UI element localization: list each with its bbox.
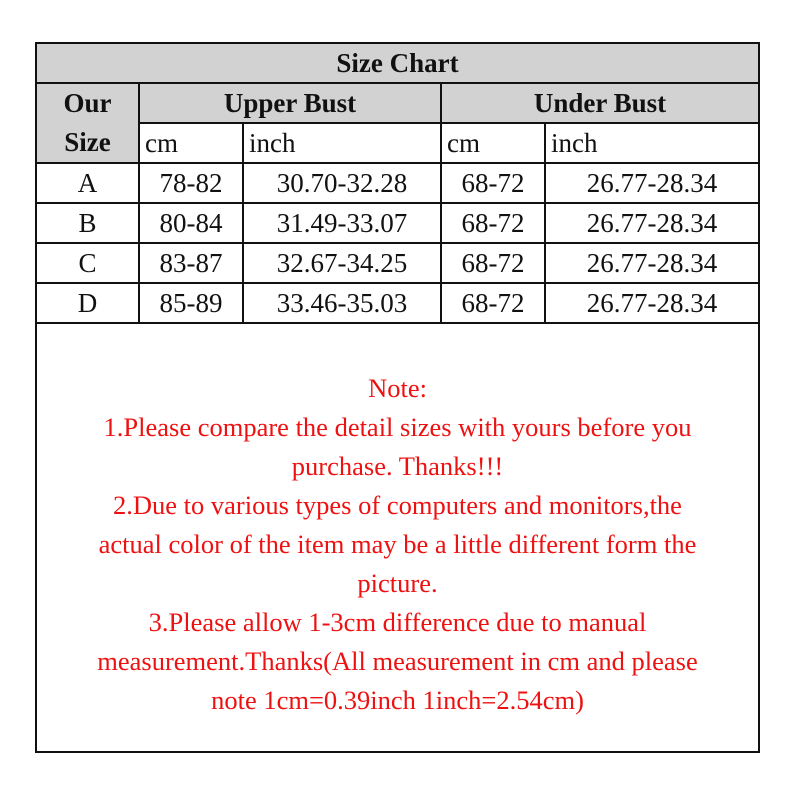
under-cm-cell: 68-72 bbox=[441, 243, 545, 283]
table-row bbox=[37, 163, 758, 203]
upper-inch-cell: 33.46-35.03 bbox=[243, 283, 441, 323]
upper-inch-cell: 32.67-34.25 bbox=[243, 243, 441, 283]
under-bust-header: Under Bust bbox=[441, 83, 758, 123]
our-size-line1: Our bbox=[63, 88, 112, 118]
table-row bbox=[37, 203, 758, 243]
under-cm-header: cm bbox=[441, 123, 545, 163]
under-inch-cell: 26.77-28.34 bbox=[545, 283, 758, 323]
under-cm-cell: 68-72 bbox=[441, 203, 545, 243]
note-line: 2.Due to various types of computers and monitors,the bbox=[113, 490, 682, 520]
size-cell: D bbox=[37, 283, 139, 323]
under-inch-header: inch bbox=[545, 123, 758, 163]
size-cell: B bbox=[37, 203, 139, 243]
our-size-header bbox=[37, 83, 139, 163]
our-size-line2: Size bbox=[64, 127, 111, 158]
size-cell: C bbox=[37, 243, 139, 283]
upper-cm-cell: 83-87 bbox=[139, 243, 243, 283]
under-inch-cell: 26.77-28.34 bbox=[545, 163, 758, 203]
under-inch-cell: 26.77-28.34 bbox=[545, 203, 758, 243]
upper-inch-cell: 30.70-32.28 bbox=[243, 163, 441, 203]
note-line: measurement.Thanks(All measurement in cm and please bbox=[97, 646, 698, 676]
chart-title: Size Chart bbox=[37, 44, 758, 83]
notes-block bbox=[37, 369, 758, 720]
under-inch-cell: 26.77-28.34 bbox=[545, 243, 758, 283]
table-row bbox=[37, 243, 758, 283]
note-line: picture. bbox=[357, 568, 438, 598]
group-header-row bbox=[37, 83, 758, 123]
upper-cm-header: cm bbox=[139, 123, 243, 163]
upper-inch-cell: 31.49-33.07 bbox=[243, 203, 441, 243]
upper-inch-header: inch bbox=[243, 123, 441, 163]
note-heading: Note: bbox=[368, 373, 427, 403]
note-line: 3.Please allow 1-3cm difference due to manual bbox=[148, 607, 647, 637]
upper-cm-cell: 78-82 bbox=[139, 163, 243, 203]
upper-bust-header: Upper Bust bbox=[139, 83, 441, 123]
size-chart-table bbox=[37, 44, 758, 324]
table-row bbox=[37, 283, 758, 323]
note-line: actual color of the item may be a little different form the bbox=[98, 529, 697, 559]
note-line: purchase. Thanks!!! bbox=[291, 451, 504, 481]
title-row bbox=[37, 44, 758, 83]
under-cm-cell: 68-72 bbox=[441, 163, 545, 203]
size-chart-frame bbox=[35, 42, 760, 753]
under-cm-cell: 68-72 bbox=[441, 283, 545, 323]
upper-cm-cell: 80-84 bbox=[139, 203, 243, 243]
size-cell: A bbox=[37, 163, 139, 203]
note-line: note 1cm=0.39inch 1inch=2.54cm) bbox=[211, 685, 584, 715]
unit-header-row bbox=[37, 123, 758, 163]
note-line: 1.Please compare the detail sizes with yours before you bbox=[103, 412, 692, 442]
upper-cm-cell: 85-89 bbox=[139, 283, 243, 323]
